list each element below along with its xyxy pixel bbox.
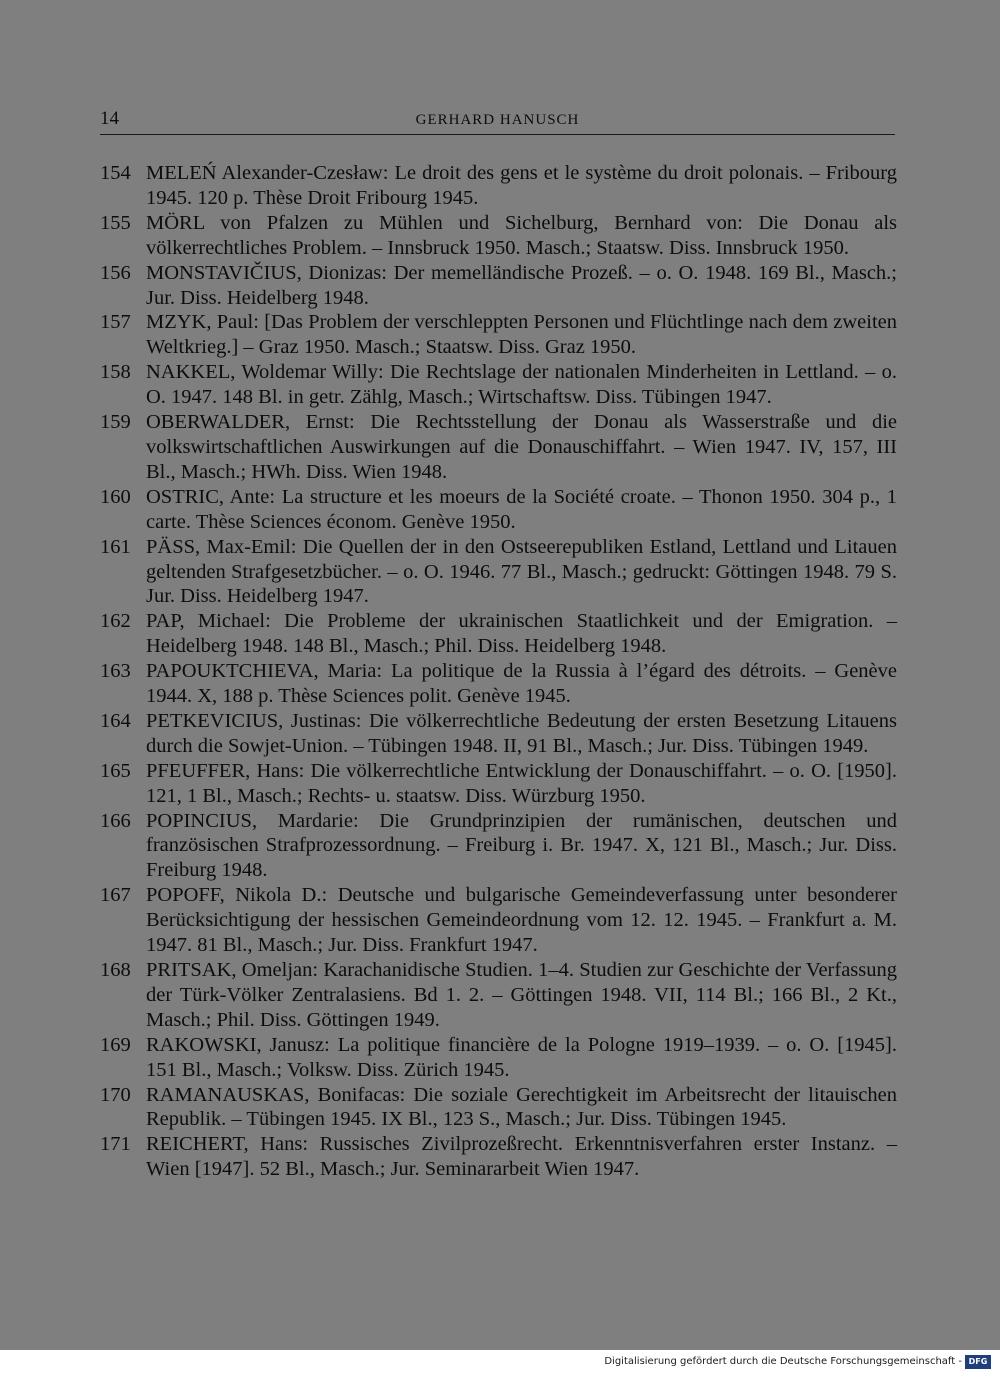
dfg-logo: DFG xyxy=(965,1355,991,1369)
bibliography-list xyxy=(100,161,897,1182)
entry-number: 169 xyxy=(100,1033,131,1056)
bibliography-entry xyxy=(100,360,897,410)
entry-text: PRITSAK, Omeljan: Karachanidische Studien. 1–4. Studien zur Geschichte der Verfassung der Türk-Völker Zentralasiens. Bd 1. 2. – Göttingen 1948. VII, 114 Bl.; 166 Bl., 2 Kt., Masch.; Phil. Diss. Göttingen 1949. xyxy=(146,959,897,1031)
bibliography-entry xyxy=(100,709,897,759)
bibliography-entry xyxy=(100,161,897,211)
entry-text: MZYK, Paul: [Das Problem der verschleppten Personen und Flüchtlinge nach dem zweiten Weltkrieg.] – Graz 1950. Masch.; Staatsw. Diss. Graz 1950. xyxy=(146,311,897,359)
entry-text: POPOFF, Nikola D.: Deutsche und bulgarische Gemeindeverfassung unter besonderer Berücksichtigung der hessischen Gemeindeordnung vom 12. 12. 1945. – Frankfurt a. M. 1947. 81 Bl., Masch.; Jur. Diss. Frankfurt 1947. xyxy=(146,884,897,957)
entry-text: PAPOUKTCHIEVA, Maria: La politique de la Russia à l’égard des détroits. – Genève 1944. X, 188 p. Thèse Sciences polit. Genève 1945. xyxy=(146,660,897,708)
bibliography-entry xyxy=(100,1083,897,1133)
entry-text: RAKOWSKI, Janusz: La politique financière de la Pologne 1919–1939. – o. O. [1945]. 151 Bl., Masch.; Volksw. Diss. Zürich 1945. xyxy=(146,1033,897,1081)
bibliography-entry xyxy=(100,211,897,261)
bibliography-entry xyxy=(100,310,897,360)
entry-text: PFEUFFER, Hans: Die völkerrechtliche Entwicklung der Donauschiffahrt. – o. O. [1950]. 121, 1 Bl., Masch.; Rechts- u. staatsw. Diss. Würzburg 1950. xyxy=(146,759,897,807)
page-number: 14 xyxy=(100,108,119,129)
entry-number: 157 xyxy=(100,311,131,334)
bibliography-entry xyxy=(100,1132,897,1182)
entry-text: OSTRIC, Ante: La structure et les moeurs de la Société croate. – Thonon 1950. 304 p., 1 carte. Thèse Sciences économ. Genève 1950. xyxy=(146,485,897,533)
bibliography-entry xyxy=(100,535,897,610)
entry-number: 165 xyxy=(100,759,131,782)
entry-text: PETKEVICIUS, Justinas: Die völkerrechtliche Bedeutung der ersten Besetzung Litauens durch die Sowjet-Union. – Tübingen 1948. II, 91 Bl., Masch.; Jur. Diss. Tübingen 1949. xyxy=(146,709,897,757)
entry-number: 160 xyxy=(100,485,131,508)
entry-number: 159 xyxy=(100,411,131,434)
entry-number: 155 xyxy=(100,211,131,234)
entry-text: MONSTAVIČIUS, Dionizas: Der memelländische Prozeß. – o. O. 1948. 169 Bl., Masch.; Jur. Diss. Heidelberg 1948. xyxy=(146,261,897,309)
entry-text: MÖRL von Pfalzen zu Mühlen und Sichelburg, Bernhard von: Die Donau als völkerrechtliches Problem. – Innsbruck 1950. Masch.; Staatsw. Diss. Innsbruck 1950. xyxy=(146,211,897,259)
entry-number: 171 xyxy=(100,1133,131,1156)
bibliography-entry xyxy=(100,609,897,659)
bibliography-entry xyxy=(100,261,897,311)
funding-credit: Digitalisierung gefördert durch die Deutsche Forschungsgemeinschaft - xyxy=(604,1356,962,1367)
entry-number: 166 xyxy=(100,809,131,832)
entry-text: PAP, Michael: Die Probleme der ukrainischen Staatlichkeit und der Emigration. – Heidelberg 1948. 148 Bl., Masch.; Phil. Diss. Heidelberg 1948. xyxy=(146,610,897,658)
bibliography-entry xyxy=(100,659,897,709)
entry-text: RAMANAUSKAS, Bonifacas: Die soziale Gerechtigkeit im Arbeitsrecht der litauischen Republik. – Tübingen 1945. IX Bl., 123 S., Masch.; Jur. Diss. Tübingen 1945. xyxy=(146,1083,897,1131)
page-header xyxy=(100,108,895,135)
entry-number: 156 xyxy=(100,261,131,284)
entry-number: 163 xyxy=(100,660,131,683)
entry-text: OBERWALDER, Ernst: Die Rechtsstellung der Donau als Wasserstraße und die volkswirtschaftlichen Auswirkungen auf die Donauschiffahrt. – Wien 1947. IV, 157, III Bl., Masch.; HWh. Diss. Wien 1948. xyxy=(146,411,897,483)
entry-number: 170 xyxy=(100,1083,131,1106)
bibliography-entry xyxy=(100,485,897,535)
bibliography-entry xyxy=(100,759,897,809)
digitization-footer xyxy=(0,1350,1000,1375)
bibliography-entry xyxy=(100,809,897,884)
entry-number: 154 xyxy=(100,162,131,184)
entry-number: 161 xyxy=(100,535,131,558)
entry-text: NAKKEL, Woldemar Willy: Die Rechtslage der nationalen Minderheiten in Lettland. – o. O. 1947. 148 Bl. in getr. Zählg, Masch.; Wirtschaftsw. Diss. Tübingen 1947. xyxy=(146,361,897,409)
entry-number: 168 xyxy=(100,959,131,981)
bibliography-entry xyxy=(100,958,897,1033)
entry-number: 167 xyxy=(100,884,131,907)
bibliography-entry xyxy=(100,410,897,485)
entry-number: 162 xyxy=(100,610,131,633)
entry-text: MELEŃ Alexander-Czesław: Le droit des gens et le système du droit polonais. – Fribourg 1945. 120 p. Thèse Droit Fribourg 1945. xyxy=(146,162,897,209)
entry-text: PÄSS, Max-Emil: Die Quellen der in den Ostseerepubliken Estland, Lettland und Litauen geltenden Strafgesetzbücher. – o. O. 1946. 77 Bl., Masch.; gedruckt: Göttingen 1948. 79 S. Jur. Diss. Heidelberg 1947. xyxy=(146,535,897,608)
entry-number: 158 xyxy=(100,361,131,384)
entry-text: POPINCIUS, Mardarie: Die Grundprinzipien der rumänischen, deutschen und französischen Strafprozessordnung. – Freiburg i. Br. 1947. X, 121 Bl., Masch.; Jur. Diss. Freiburg 1948. xyxy=(146,809,897,882)
bibliography-entry xyxy=(100,1033,897,1083)
running-head: GERHARD HANUSCH xyxy=(415,112,580,128)
entry-number: 164 xyxy=(100,709,131,732)
bibliography-entry xyxy=(100,883,897,958)
entry-text: REICHERT, Hans: Russisches Zivilprozeßrecht. Erkenntnisverfahren erster Instanz. – Wien [1947]. 52 Bl., Masch.; Jur. Seminararbeit Wien 1947. xyxy=(146,1133,897,1181)
